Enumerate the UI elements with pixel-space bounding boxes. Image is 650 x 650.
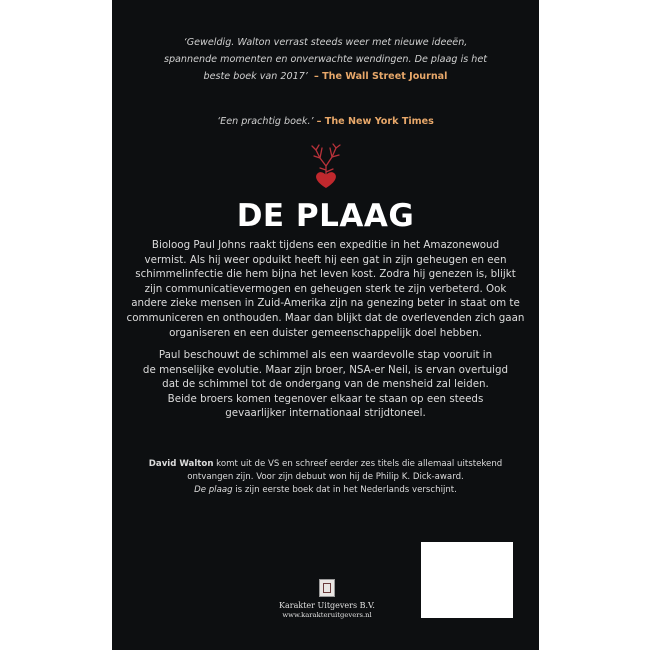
author-name: David Walton [148,459,214,469]
publisher-info [252,601,402,620]
text-line: dat de schimmel tot de ondergang van de mensheid zal leiden. [162,378,489,391]
text-line: de menselijke evolutie. Maar zijn broer, NSA-er Neil, is ervan overtuigd [142,363,509,376]
text-line: zijn communicatievermogen en geheugen sterk te zijn verbeterd. Ook [144,282,507,295]
quote-source: – The Wall Street Journal [313,71,448,82]
text-line: is zijn eerste boek dat in het Nederlands verschijnt. [232,485,457,495]
text-line: Beide broers komen tegenover elkaar te staan op een steeds [167,392,484,405]
quote-text: ‘Een prachtig boek.’ [217,116,314,127]
publisher-url: www.karakteruitgevers.nl [282,610,372,619]
quote-source: – The New York Times [316,116,434,127]
publisher-logo-icon [319,579,335,597]
text-line: ontvangen zijn. Voor zijn debuut won hij de Philip K. Dick-award. [187,472,464,482]
author-bio [112,458,539,497]
text-line: communiceren en onthouden. Maar dan blijkt dat de overlevenden zich gaan [126,311,525,324]
book-title-inline: De plaag [194,485,233,495]
text-line: gevaarlijker internationaal strijdtoneel. [225,407,426,420]
synopsis-paragraph-2 [112,348,539,421]
text-line: schimmelinfectie die hem bijna het leven kost. Zodra hij genezen is, blijkt [135,268,516,281]
synopsis-paragraph-1 [112,238,539,340]
review-quote-nyt [112,116,539,127]
text-line: vermist. Als hij weer opduikt heeft hij een gat in zijn geheugen en een [144,253,507,266]
quote-line: ‘Geweldig. Walton verrast steeds weer met nieuwe ideeën, [183,37,468,48]
book-title: DE PLAAG [236,198,415,234]
quote-line: beste boek van 2017’ [203,71,308,82]
quote-line: spannende momenten en onverwachte wendingen. De plaag is het [163,54,488,65]
book-back-cover [112,0,539,650]
text-line: Bioloog Paul Johns raakt tijdens een expeditie in het Amazonewoud [151,239,500,251]
review-quote-wsj [112,34,539,85]
tree-heart-logo-icon [306,142,346,190]
text-line: andere zieke mensen in Zuid-Amerika zijn na genezing beter in staat om te [131,297,520,310]
text-line: organiseren en een duister gemeenschappelijk doel hebben. [169,326,482,339]
text-line: komt uit de VS en schreef eerder zes titels die allemaal uitstekend [213,459,503,469]
publisher-name: Karakter Uitgevers B.V. [279,601,375,610]
text-line: Paul beschouwt de schimmel als een waardevolle stap vooruit in [158,349,493,361]
barcode-area [421,542,513,618]
